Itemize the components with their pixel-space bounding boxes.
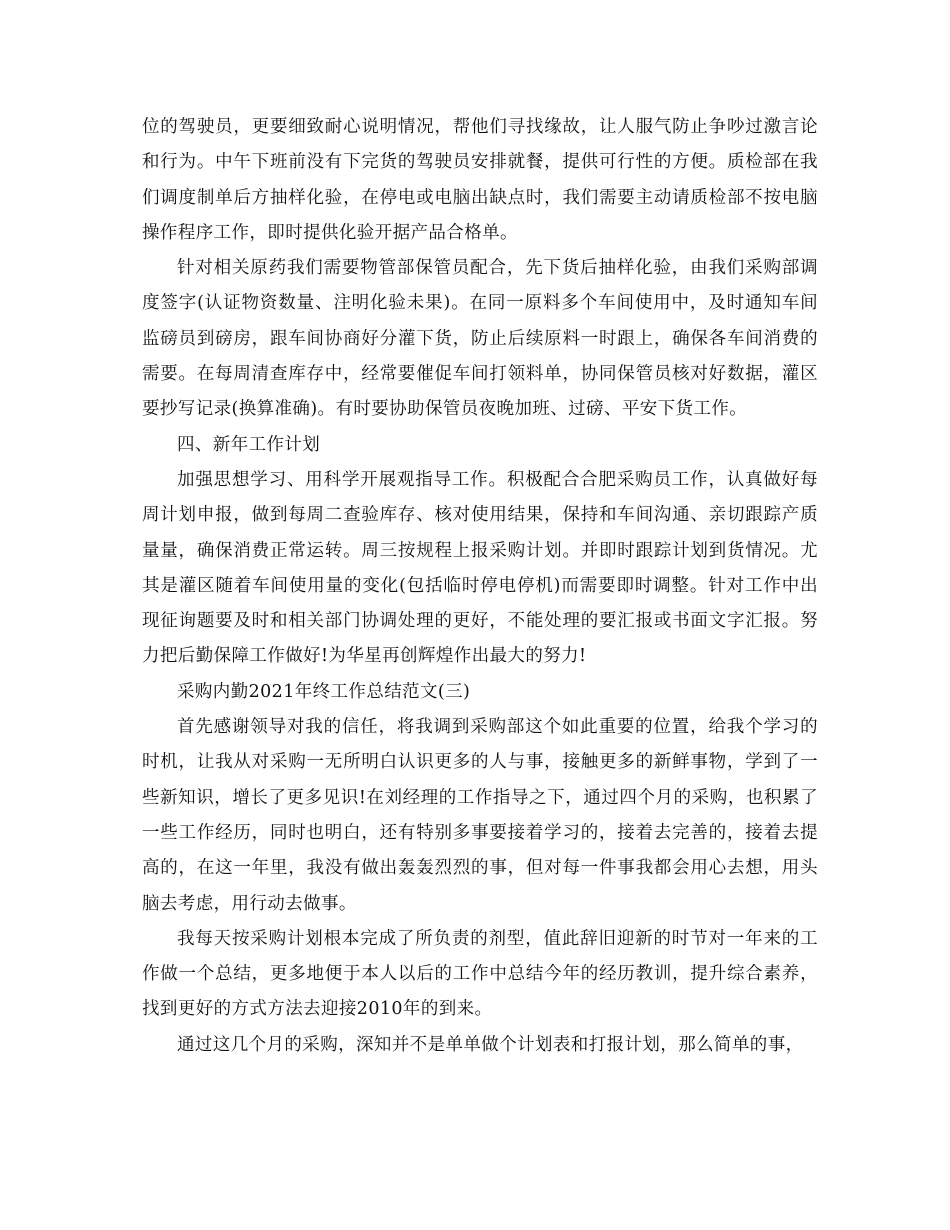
document-body: [142, 110, 818, 1063]
paragraph-new-year-plan: 加强思想学习、用科学开展观指导工作。积极配合合肥采购员工作，认真做好每周计划申报，做到每周二查验库存、核对使用结果，保持和车间沟通、亲切跟踪产质量量，确保消费正常运转。周三按规程上报采购计划。并即时跟踪计划到货情况。尤其是灌区随着车间使用量的变化(包括临时停电停机)而需要即时调整。针对工作中出现征询题要及时和相关部门协调处理的更好，不能处理的要汇报或书面文字汇报。努力把后勤保障工作做好!为华星再创辉煌作出最大的努力!: [142, 469, 818, 667]
paragraph-experience: 通过这几个月的采购，深知并不是单单做个计划表和打报计划，那么简单的事，: [177, 1034, 804, 1055]
paragraph-thanks: 首先感谢领导对我的信任，将我调到采购部这个如此重要的位置，给我个学习的时机，让我从对采购一无所明白认识更多的人与事，接触更多的新鲜事物，学到了一些新知识，增长了更多见识!在刘经理的工作指导之下，通过四个月的采购，也积累了一些工作经历，同时也明白，还有特别多事要接着学习的，接着去完善的，接着去提高的，在这一年里，我没有做出轰轰烈烈的事，但对每一件事我都会用心去想，用头脑去考虑，用行动去做事。: [142, 717, 818, 914]
article-title-part-three: 采购内勤2021年终工作总结范文(三): [177, 681, 471, 702]
paragraph-materials-coordination: 针对相关原药我们需要物管部保管员配合，先下货后抽样化验，由我们采购部调度签字(认证物资数量、注明化验未果)。在同一原料多个车间使用中，及时通知车间监磅员到磅房，跟车间协商好分灌下货，防止后续原料一时跟上，确保各车间消费的需要。在每周清查库存中，经常要催促车间打领料单，协同保管员核对好数据，灌区要抄写记录(换算准确)。有时要协助保管员夜晚加班、过磅、平安下货工作。: [142, 258, 818, 420]
section-heading-new-year-plan: 四、新年工作计划: [177, 434, 321, 455]
paragraph-daily-work: 我每天按采购计划根本完成了所负责的剂型，值此辞旧迎新的时节对一年来的工作做一个总结，更多地便于本人以后的工作中总结今年的经历教训，提升综合素养，找到更好的方式方法去迎接2010年的到来。: [142, 928, 818, 1020]
paragraph-continuation: 位的驾驶员，更要细致耐心说明情况，帮他们寻找缘故，让人服气防止争吵过激言论和行为。中午下班前没有下完货的驾驶员安排就餐，提供可行性的方便。质检部在我们调度制单后方抽样化验，在停电或电脑出缺点时，我们需要主动请质检部不按电脑操作程序工作，即时提供化验开据产品合格单。: [142, 117, 818, 243]
